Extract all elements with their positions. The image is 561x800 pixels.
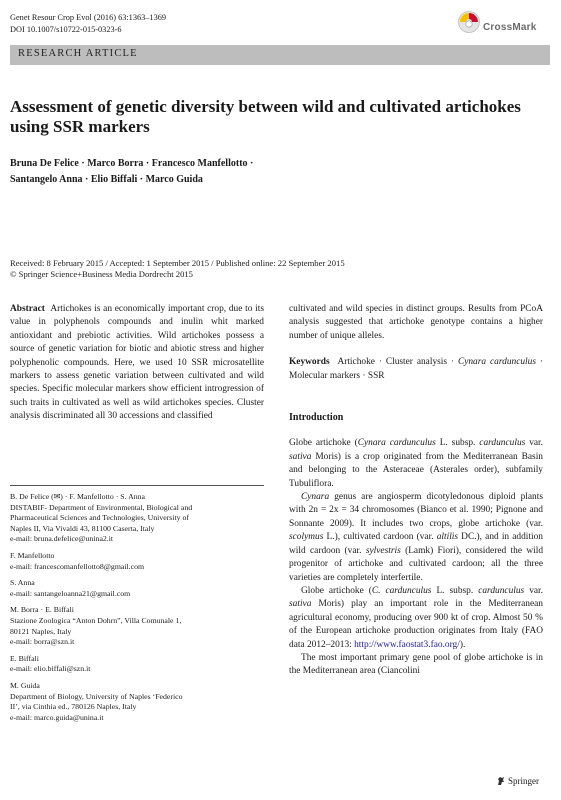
fao-link[interactable]: http://www.faostat3.fao.org/ — [354, 639, 460, 650]
journal-citation: Genet Resour Crop Evol (2016) 63:1363–1369 — [10, 13, 167, 22]
keywords-italic: Cynara cardunculus — [457, 357, 536, 368]
footnote-divider — [10, 485, 264, 486]
affiliation-line: 80121 Naples, Italy — [10, 626, 72, 636]
email-link[interactable]: e-mail: elio.biffali@szn.it — [10, 664, 91, 674]
right-column — [289, 303, 543, 679]
email-link[interactable]: e-mail: borra@szn.it — [10, 637, 75, 647]
authors-line: Santangelo Anna · Elio Biffali · Marco Guida — [10, 174, 203, 185]
email-link[interactable]: e-mail: francescomanfellotto8@gmail.com — [10, 561, 145, 571]
article-type-label: RESEARCH ARTICLE — [18, 48, 138, 59]
intro-paragraph: The most important primary gene pool of globe artichoke is in the Mediterranean area (Ciancolini — [289, 652, 543, 677]
crossmark-label: CrossMark — [483, 22, 537, 33]
journal-header — [10, 12, 310, 36]
intro-paragraph: Globe artichoke (C. cardunculus L. subsp. cardunculus var. sativa Moris) play an important role in the Mediterranean agricultural economy, producing over 900 kt of crop. Almost 50 % of the European artichoke production originates from Italy (FAO data 2012–2013: http://www.faostat3.fao.org/). — [289, 585, 543, 650]
abstract-heading: Abstract — [10, 304, 45, 314]
publisher-footer — [496, 776, 539, 786]
keywords-text: · Molecular markers · SSR — [289, 357, 544, 381]
affiliation-line: E. Biffali — [10, 653, 39, 663]
article-type-banner — [10, 45, 550, 65]
email-link[interactable]: e-mail: bruna.defelice@unina2.it — [10, 534, 114, 544]
affiliation-line: M. Guida — [10, 680, 40, 690]
affiliation-block — [10, 681, 264, 723]
affiliation-block — [10, 654, 264, 675]
doi: DOI 10.1007/s10722-015-0323-6 — [10, 25, 122, 34]
left-column — [10, 303, 264, 424]
affiliation-line: Pharmaceutical Sciences and Technologies, University of — [10, 513, 190, 523]
introduction-heading: Introduction — [289, 412, 344, 424]
affiliation-block — [10, 578, 264, 599]
publisher-name: Springer — [508, 776, 539, 786]
affiliation-line: Department of Biology, University of Naples ‘Federico — [10, 691, 183, 701]
affiliation-line: F. Manfellotto — [10, 550, 55, 560]
authors-line: Bruna De Felice · Marco Borra · Francesco Manfellotto · — [10, 158, 254, 169]
publication-dates — [10, 258, 550, 280]
keywords-text: Artichoke · Cluster analysis · — [337, 357, 458, 368]
keywords-heading: Keywords — [289, 357, 330, 368]
affiliation-line: M. Borra · E. Biffali — [10, 605, 74, 615]
crossmark-badge[interactable] — [458, 11, 554, 41]
affiliation-block — [10, 605, 264, 647]
abstract-continuation: cultivated and wild species in distinct groups. Results from PCoA analysis suggested that artichoke genotype contains a higher number of unique alleles. — [289, 304, 543, 341]
dates-line: Received: 8 February 2015 / Accepted: 1 September 2015 / Published online: 22 September 2015 — [10, 258, 345, 268]
affiliation-line: Stazione Zoologica “Anton Dohrn”, Villa Comunale 1, — [10, 615, 182, 625]
abstract — [10, 303, 264, 424]
author-list — [10, 156, 550, 188]
affiliation-line: S. Anna — [10, 578, 35, 588]
abstract-text: Artichokes is an economically important crop, due to its value in polyphenols compounds and inulin whit marked antioxidant and prebiotic activities. Wild artichokes possess a source of genetic variation for biotic and abiotic stress and higher polyphenolic compounds. Here, we used 10 SSR microsatellite markers to assess genetic variation between cultivated and wild species. Specific molecular markers show efficient introgression of such traits in cultivated as well as wild artichokes species. Cluster analysis discriminated all 30 accessions and classified — [10, 304, 264, 422]
affiliation-line: B. De Felice (✉) · F. Manfellotto · S. Anna — [10, 492, 145, 501]
affiliation-line: Naples II, Via Vivaldi 43, 81100 Caserta, Italy — [10, 523, 155, 533]
affiliation-block — [10, 551, 264, 572]
springer-horse-icon — [496, 776, 506, 786]
article-title: Assessment of genetic diversity between wild and cultivated artichokes using SSR markers — [10, 97, 521, 136]
affiliation-line: II’, via Cinthia ed., 780126 Naples, Italy — [10, 702, 137, 712]
keywords — [289, 356, 543, 383]
affiliation-block — [10, 492, 264, 545]
copyright-line: © Springer Science+Business Media Dordrecht 2015 — [10, 269, 193, 279]
email-link[interactable]: e-mail: santangeloanna21@gmail.com — [10, 588, 131, 598]
affiliation-line: DISTABIF- Department of Environmental, Biological and — [10, 502, 193, 512]
email-link[interactable]: e-mail: marco.guida@unina.it — [10, 712, 104, 722]
intro-paragraph: Cynara genus are angiosperm dicotyledonous diploid plants with 2n = 2x = 34 chromosomes (Bianco et al. 1990; Pignone and Sonnante 2009). It includes two crops, globe artichoke (var. scolymus L.), cultivated cardoon (var. altilis DC.), and in addition wild cardoon (var. sylvestris (Lamk) Fiori), considered the wild progenitor of artichoke and cultivated cardoon; all the three varieties are completely interfertile. — [289, 492, 544, 583]
affiliations — [10, 492, 264, 729]
crossmark-icon — [458, 11, 480, 33]
intro-paragraph: Globe artichoke (Cynara cardunculus L. subsp. cardunculus var. sativa Moris) is a crop originated from the Mediterranean Basin and belonging to the Asteraceae (Asterales order), subfamily Tubuliflora. — [289, 438, 543, 489]
